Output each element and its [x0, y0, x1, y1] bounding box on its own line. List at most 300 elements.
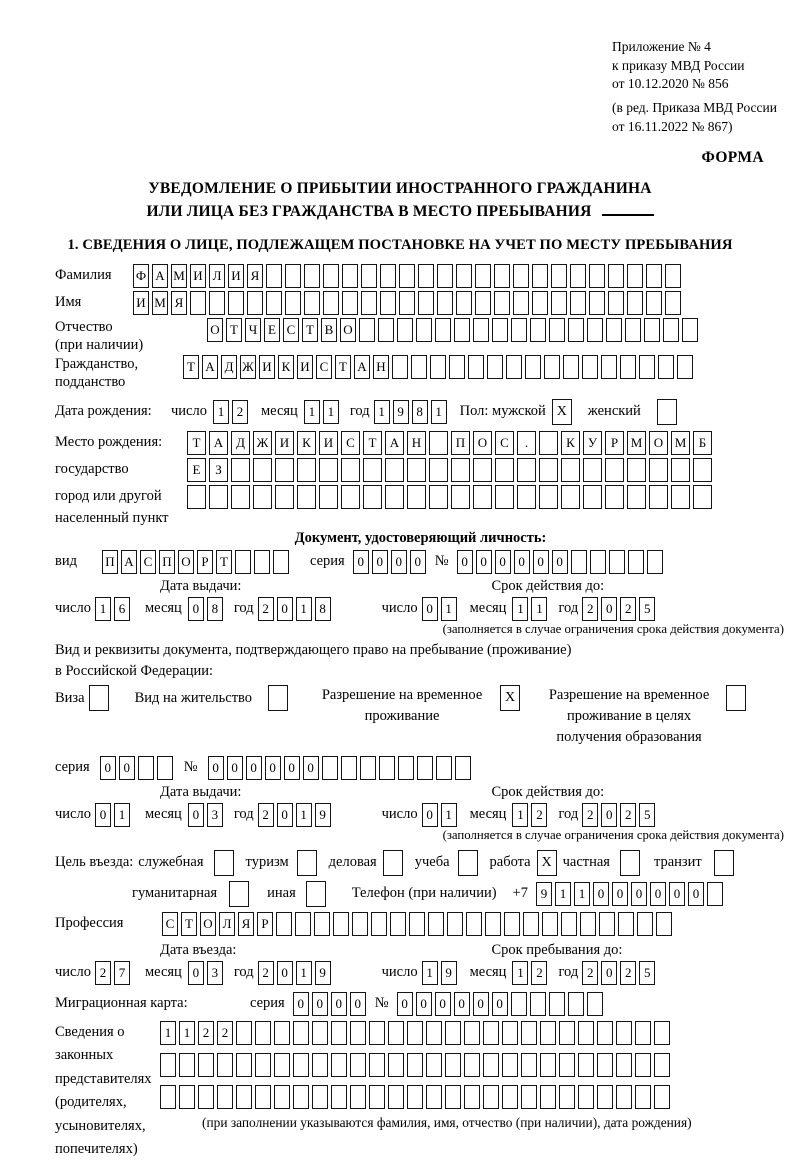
citizenship-row [55, 355, 786, 392]
purpose-work-checkbox: X [537, 850, 557, 876]
char-box [671, 458, 690, 482]
char-box [578, 1053, 594, 1077]
char-box: 3 [207, 803, 223, 827]
residence-doc-line2: в Российской Федерации: [55, 662, 214, 679]
char-box: И [259, 355, 275, 379]
char-box [217, 1053, 233, 1077]
char-box [331, 1021, 347, 1045]
char-box [247, 291, 263, 315]
day-label: число [171, 403, 207, 420]
validity-note: (заполняется в случае ограничения срока действия документа) [442, 621, 784, 636]
char-box: 0 [188, 597, 204, 621]
char-box [665, 264, 681, 288]
char-box [385, 485, 404, 509]
char-box [445, 1053, 461, 1077]
form-title [0, 177, 800, 224]
char-box [451, 485, 470, 509]
char-box: О [649, 431, 668, 455]
edu-permit-checkbox [726, 685, 746, 711]
char-box [407, 1053, 423, 1077]
permit-valid-day [422, 803, 460, 827]
char-box: 0 [422, 597, 438, 621]
char-box [363, 485, 382, 509]
surname-field [133, 264, 684, 288]
char-box: 0 [391, 550, 407, 574]
char-box [464, 1053, 480, 1077]
doc-series-field [353, 550, 429, 574]
char-box [322, 756, 338, 780]
char-box: Д [221, 355, 237, 379]
doc-number-sign: № [434, 553, 449, 570]
char-box [608, 291, 624, 315]
identity-doc-heading: Документ, удостоверяющий личность: [294, 529, 547, 546]
char-box [157, 756, 173, 780]
char-box [319, 485, 338, 509]
section1-heading: 1. СВЕДЕНИЯ О ЛИЦЕ, ПОДЛЕЖАЩЕМ ПОСТАНОВКЕ НА УЧЕТ ПО МЕСТУ ПРЕБЫВАНИЯ [67, 236, 733, 253]
phone-field [536, 882, 726, 906]
char-box: 0 [372, 550, 388, 574]
char-box [274, 1053, 290, 1077]
char-box [627, 264, 643, 288]
char-box: С [316, 355, 332, 379]
id-issue-day [95, 597, 133, 621]
purpose-other-checkbox [306, 881, 326, 907]
month-label: месяц [144, 806, 182, 823]
entry-dates-header [55, 942, 786, 959]
char-box [494, 291, 510, 315]
char-box [590, 550, 606, 574]
char-box: И [275, 431, 294, 455]
char-box [275, 458, 294, 482]
char-box [380, 264, 396, 288]
char-box: М [171, 264, 187, 288]
char-box [473, 458, 492, 482]
identity-doc-dates-header [55, 578, 786, 595]
birth-place-city-label2: населенный пункт [55, 509, 169, 526]
char-box [473, 318, 489, 342]
char-box: О [340, 318, 356, 342]
char-box: 0 [533, 550, 549, 574]
patronymic-field [207, 318, 701, 342]
char-box: П [159, 550, 175, 574]
char-box: 0 [227, 756, 243, 780]
char-box: 0 [454, 992, 470, 1016]
char-box: 0 [601, 597, 617, 621]
purpose-other-label: иная [267, 885, 296, 902]
char-box [447, 912, 463, 936]
sex-female-checkbox [657, 399, 677, 425]
char-box [513, 264, 529, 288]
permit-dates-row [55, 803, 786, 827]
char-box: 0 [601, 803, 617, 827]
char-box: Н [373, 355, 389, 379]
day-label: число [381, 600, 418, 617]
char-box [646, 291, 662, 315]
char-box [190, 291, 206, 315]
sex-female-label: женский [587, 403, 641, 420]
id-issue-month [188, 597, 226, 621]
identity-doc-row [55, 550, 786, 574]
char-box: 7 [114, 961, 130, 985]
day-label: число [55, 600, 91, 617]
char-box [464, 1085, 480, 1109]
char-box [587, 318, 603, 342]
char-box [333, 912, 349, 936]
surname-label: Фамилия [55, 267, 112, 284]
char-box: Д [231, 431, 250, 455]
char-box: 2 [258, 803, 274, 827]
char-box [635, 1021, 651, 1045]
form-body [55, 264, 786, 1162]
char-box [236, 1021, 252, 1045]
char-box: 9 [441, 961, 457, 985]
char-box: А [385, 431, 404, 455]
day-label: число [381, 964, 418, 981]
year-label: год [558, 806, 579, 823]
month-label: месяц [144, 964, 182, 981]
char-box: . [517, 431, 536, 455]
char-box [620, 355, 636, 379]
char-box: М [152, 291, 168, 315]
temp-permit-label: Разрешение на временное проживание [321, 686, 483, 724]
char-box [426, 1085, 442, 1109]
char-box: 8 [315, 597, 331, 621]
char-box: 2 [582, 803, 598, 827]
char-box [437, 264, 453, 288]
char-box [597, 1021, 613, 1045]
char-box: П [451, 431, 470, 455]
char-box: 9 [393, 400, 409, 424]
char-box: Е [264, 318, 280, 342]
char-box [266, 264, 282, 288]
entry-day [95, 961, 133, 985]
char-box [521, 1021, 537, 1045]
char-box: 1 [431, 400, 447, 424]
char-box: Б [693, 431, 712, 455]
char-box [293, 1053, 309, 1077]
form-title-line2: ИЛИ ЛИЦА БЕЗ ГРАЖДАНСТВА В МЕСТО ПРЕБЫВАНИЯ [0, 200, 800, 223]
char-box [350, 1053, 366, 1077]
char-box: 0 [552, 550, 568, 574]
char-box: 3 [207, 961, 223, 985]
char-box: 0 [416, 992, 432, 1016]
char-box: 2 [258, 597, 274, 621]
char-box [359, 318, 375, 342]
char-box [417, 756, 433, 780]
purpose-business-label: деловая [328, 854, 377, 871]
char-box [658, 355, 674, 379]
char-box [513, 291, 529, 315]
char-box [312, 1053, 328, 1077]
char-box: М [671, 431, 690, 455]
char-box [331, 1053, 347, 1077]
char-box [466, 912, 482, 936]
char-box: Л [209, 264, 225, 288]
char-box [542, 912, 558, 936]
char-box: А [152, 264, 168, 288]
char-box: Т [181, 912, 197, 936]
edition-line: от 16.11.2022 № 867) [612, 118, 733, 134]
char-box [616, 1053, 632, 1077]
char-box [707, 882, 723, 906]
char-box: 2 [620, 803, 636, 827]
edu-permit-label: Разрешение на временное проживание в целях получения образования [548, 686, 710, 745]
char-box [407, 1021, 423, 1045]
char-box [521, 1085, 537, 1109]
id-valid-year [582, 597, 658, 621]
validity-note: (заполняется в случае ограничения срока действия документа) [442, 827, 784, 842]
purpose-business-checkbox [383, 850, 403, 876]
char-box: О [207, 318, 223, 342]
char-box [418, 264, 434, 288]
purpose-private-label: частная [562, 854, 610, 871]
char-box [297, 458, 316, 482]
char-box [255, 1021, 271, 1045]
char-box: 1 [512, 803, 528, 827]
char-box [525, 355, 541, 379]
purpose-row [55, 850, 786, 876]
char-box: 0 [476, 550, 492, 574]
char-box [436, 756, 452, 780]
given-name-field [133, 291, 684, 315]
char-box [209, 485, 228, 509]
doc-number-field [457, 550, 666, 574]
char-box [646, 264, 662, 288]
char-box: 2 [620, 961, 636, 985]
char-box [627, 291, 643, 315]
char-box [138, 756, 154, 780]
char-box [671, 485, 690, 509]
char-box: 1 [160, 1021, 176, 1045]
char-box: 0 [688, 882, 704, 906]
char-box [274, 1021, 290, 1045]
char-box [454, 318, 470, 342]
char-box [511, 992, 527, 1016]
patronymic-row [55, 318, 786, 355]
char-box: О [178, 550, 194, 574]
char-box: 0 [188, 961, 204, 985]
sex-male-checkbox: X [552, 399, 572, 425]
birth-place-field-row3 [187, 485, 715, 509]
char-box [276, 912, 292, 936]
birth-place-row3 [55, 485, 786, 509]
char-box [616, 1085, 632, 1109]
char-box [398, 756, 414, 780]
char-box [532, 264, 548, 288]
char-box [304, 264, 320, 288]
char-box [549, 992, 565, 1016]
entry-month [188, 961, 226, 985]
char-box [540, 1053, 556, 1077]
char-box: 1 [179, 1021, 195, 1045]
char-box [341, 485, 360, 509]
char-box [570, 264, 586, 288]
month-label: месяц [469, 964, 507, 981]
appendix-block [612, 38, 800, 136]
char-box: 2 [95, 961, 111, 985]
char-box [397, 318, 413, 342]
stay-month [512, 961, 550, 985]
year-label: год [233, 600, 254, 617]
char-box [589, 291, 605, 315]
guardians-row3 [160, 1085, 692, 1109]
char-box: И [133, 291, 149, 315]
char-box [559, 1085, 575, 1109]
purpose-transit-checkbox [714, 850, 734, 876]
char-box [407, 1085, 423, 1109]
char-box [430, 355, 446, 379]
permit-issue-year [258, 803, 334, 827]
char-box [475, 264, 491, 288]
char-box [599, 912, 615, 936]
permit-series-label: серия [55, 759, 90, 776]
char-box [549, 318, 565, 342]
char-box [341, 756, 357, 780]
char-box [295, 912, 311, 936]
char-box: Т [363, 431, 382, 455]
char-box: А [202, 355, 218, 379]
char-box: 2 [258, 961, 274, 985]
char-box [350, 1021, 366, 1045]
stay-year [582, 961, 658, 985]
birth-date-label: Дата рождения: [55, 403, 152, 420]
char-box: 8 [412, 400, 428, 424]
char-box: Р [257, 912, 273, 936]
char-box [473, 485, 492, 509]
char-box [540, 1021, 556, 1045]
char-box [418, 291, 434, 315]
char-box [561, 912, 577, 936]
birth-year-field [374, 400, 450, 424]
char-box [198, 1053, 214, 1077]
char-box [179, 1085, 195, 1109]
appendix-line: Приложение № 4 [612, 39, 711, 54]
birth-place-row1 [55, 431, 786, 455]
char-box [487, 355, 503, 379]
char-box [539, 431, 558, 455]
char-box [649, 458, 668, 482]
char-box: 1 [323, 400, 339, 424]
char-box [426, 1021, 442, 1045]
char-box [407, 458, 426, 482]
char-box: 2 [531, 961, 547, 985]
purpose-tourism-checkbox [297, 850, 317, 876]
char-box [511, 318, 527, 342]
char-box [236, 1053, 252, 1077]
char-box [568, 318, 584, 342]
char-box [254, 550, 270, 574]
char-box [523, 912, 539, 936]
purpose-private-checkbox [620, 850, 640, 876]
char-box [578, 1021, 594, 1045]
char-box: 0 [331, 992, 347, 1016]
char-box [635, 1085, 651, 1109]
char-box [551, 291, 567, 315]
char-box [371, 912, 387, 936]
char-box [416, 318, 432, 342]
char-box [582, 355, 598, 379]
char-box [580, 912, 596, 936]
char-box [342, 264, 358, 288]
char-box [495, 458, 514, 482]
char-box [312, 1021, 328, 1045]
entry-date-label: Дата въезда: [160, 941, 237, 958]
id-valid-month [512, 597, 550, 621]
guardians-block [55, 1021, 786, 1162]
appendix-line: к приказу МВД России [612, 57, 745, 73]
char-box: Я [238, 912, 254, 936]
char-box: 2 [198, 1021, 214, 1045]
char-box: 1 [296, 803, 312, 827]
char-box: С [162, 912, 178, 936]
char-box: П [102, 550, 118, 574]
char-box: 1 [114, 803, 130, 827]
char-box: 0 [277, 597, 293, 621]
char-box [551, 264, 567, 288]
purpose-tourism-label: туризм [245, 854, 289, 871]
char-box [517, 485, 536, 509]
char-box [255, 1085, 271, 1109]
char-box: А [121, 550, 137, 574]
char-box: 9 [315, 961, 331, 985]
char-box [625, 318, 641, 342]
month-label: месяц [469, 806, 507, 823]
birth-place-label: Место рождения: [55, 434, 163, 451]
char-box [606, 318, 622, 342]
char-box: 2 [620, 597, 636, 621]
char-box [654, 1085, 670, 1109]
char-box: Ж [240, 355, 256, 379]
char-box [530, 318, 546, 342]
char-box [628, 550, 644, 574]
doc-kind-label: вид [55, 553, 77, 570]
valid-until-label: Срок действия до: [491, 783, 605, 800]
char-box [647, 550, 663, 574]
year-label: год [349, 403, 370, 420]
char-box: 1 [555, 882, 571, 906]
given-name-label: Имя [55, 294, 82, 311]
char-box: 1 [304, 400, 320, 424]
char-box [445, 1085, 461, 1109]
char-box: 0 [457, 550, 473, 574]
day-label: число [381, 806, 418, 823]
guardians-note: (при заполнении указываются фамилия, имя, отчество (при наличии), дата рождения) [202, 1114, 692, 1130]
char-box [618, 912, 634, 936]
form-label: ФОРМА [701, 149, 764, 167]
char-box [409, 912, 425, 936]
char-box [253, 458, 272, 482]
char-box: 0 [208, 756, 224, 780]
char-box [561, 485, 580, 509]
char-box [179, 1053, 195, 1077]
char-box [285, 264, 301, 288]
char-box: 0 [492, 992, 508, 1016]
char-box [571, 550, 587, 574]
char-box [677, 355, 693, 379]
day-label: число [55, 964, 91, 981]
char-box: 0 [100, 756, 116, 780]
char-box: 8 [207, 597, 223, 621]
char-box [198, 1085, 214, 1109]
char-box [323, 264, 339, 288]
guardians-label: Сведения о законных представителях (родителях, усыновителях, попечителях) [55, 1023, 152, 1158]
birth-place-row4 [55, 510, 786, 527]
char-box [275, 485, 294, 509]
char-box [231, 485, 250, 509]
guardians-row2 [160, 1053, 692, 1077]
char-box: Л [219, 912, 235, 936]
char-box [253, 485, 272, 509]
